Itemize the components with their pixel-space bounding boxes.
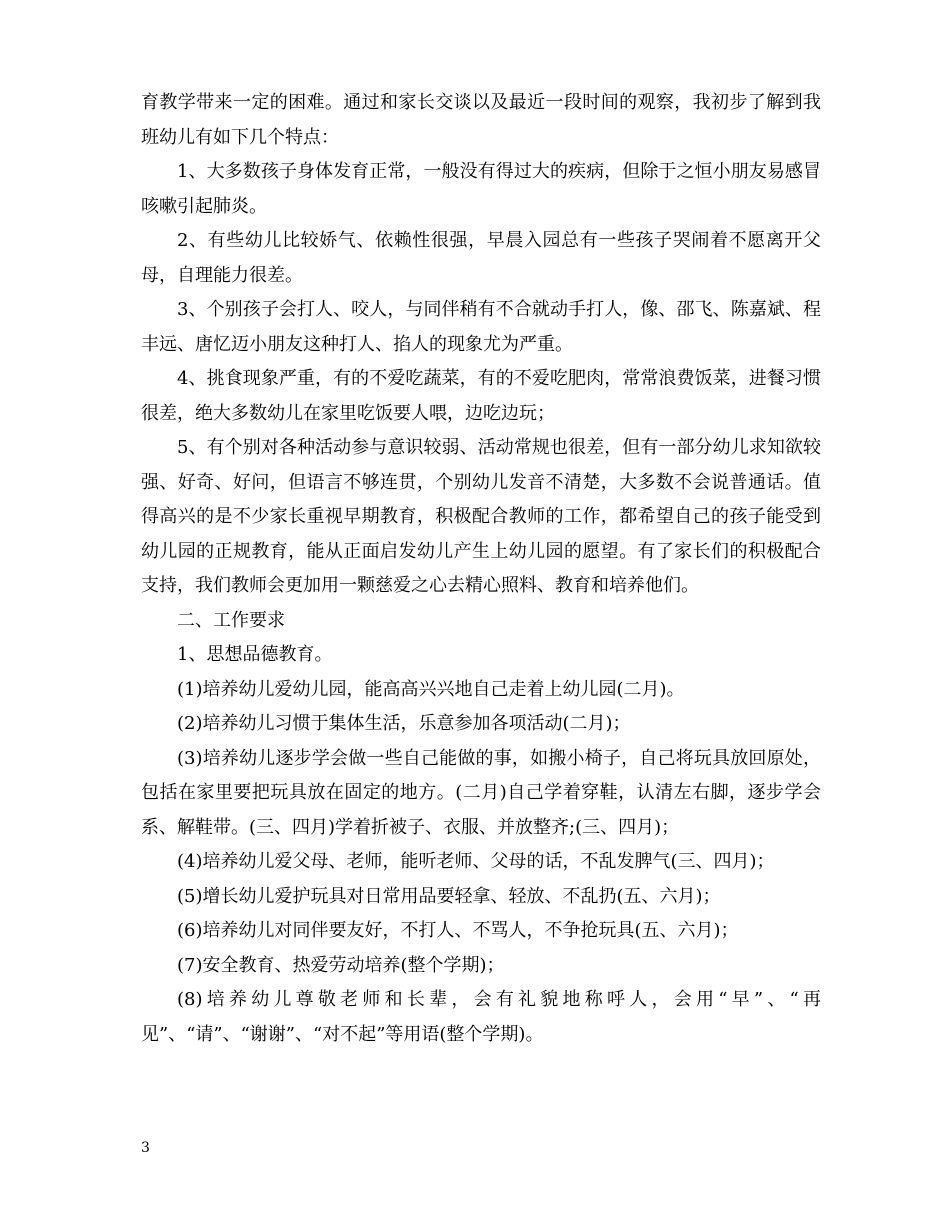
page-number: 3	[141, 1140, 150, 1156]
list-item-8: (8)培养幼儿尊敬老师和长辈，会有礼貌地称呼人，会用“早”、“再见”、“请”、“谢谢”、“对不起”等用语(整个学期)。	[141, 989, 821, 1045]
paragraph-point-3: 3、个别孩子会打人、咬人，与同伴稍有不合就动手打人，像、邵飞、陈嘉斌、程丰远、唐忆迈小朋友这种打人、掐人的现象尤为严重。	[141, 299, 821, 355]
list-item-6: (6)培养幼儿对同伴要友好，不打人、不骂人，不争抢玩具(五、六月)；	[177, 920, 739, 941]
subsection-heading-moral-education: 1、思想品德教育。	[177, 644, 333, 665]
section-heading-work-requirements: 二、工作要求	[177, 609, 285, 631]
document-body	[141, 86, 821, 1052]
list-item-1: (1)培养幼儿爱幼儿园，能高高兴兴地自己走着上幼儿园(二月)。	[177, 678, 685, 700]
paragraph-point-2: 2、有些幼儿比较娇气、依赖性很强，早晨入园总有一些孩子哭闹着不愿离开父母，自理能力很差。	[141, 230, 821, 286]
paragraph-point-5: 5、有个别对各种活动参与意识较弱、活动常规也很差，但有一部分幼儿求知欲较强、好奇、好问，但语言不够连贯，个别幼儿发音不清楚，大多数不会说普通话。值得高兴的是不少家长重视早期教育，积极配合教师的工作，都希望自己的孩子能受到幼儿园的正规教育，能从正面启发幼儿产生上幼儿园的愿望。有了家长们的积极配合支持，我们教师会更加用一颗慈爱之心去精心照料、教育和培养他们。	[141, 437, 821, 596]
list-item-7: (7)安全教育、热爱劳动培养(整个学期)；	[177, 954, 505, 976]
list-item-2: (2)培养幼儿习惯于集体生活，乐意参加各项活动(二月)；	[177, 713, 631, 734]
paragraph-point-4: 4、挑食现象严重，有的不爱吃蔬菜，有的不爱吃肥肉，常常浪费饭菜，进餐习惯很差，绝大多数幼儿在家里吃饭要人喂，边吃边玩；	[141, 368, 821, 424]
list-item-4: (4)培养幼儿爱父母、老师，能听老师、父母的话，不乱发脾气(三、四月)；	[177, 851, 775, 872]
list-item-5: (5)增长幼儿爱护玩具对日常用品要轻拿、轻放、不乱扔(五、六月)；	[177, 885, 721, 907]
paragraph-intro: 育教学带来一定的困难。通过和家长交谈以及最近一段时间的观察，我初步了解到我班幼儿有如下几个特点：	[141, 92, 821, 148]
list-item-3: (3)培养幼儿逐步学会做一些自己能做的事，如搬小椅子，自己将玩具放回原处，包括在家里要把玩具放在固定的地方。(二月)自己学着穿鞋，认清左右脚，逐步学会系、解鞋带。(三、四月)学着折被子、衣服、并放整齐;(三、四月)；	[141, 747, 821, 838]
paragraph-point-1: 1、大多数孩子身体发育正常，一般没有得过大的疾病，但除于之恒小朋友易感冒咳嗽引起肺炎。	[141, 161, 821, 217]
